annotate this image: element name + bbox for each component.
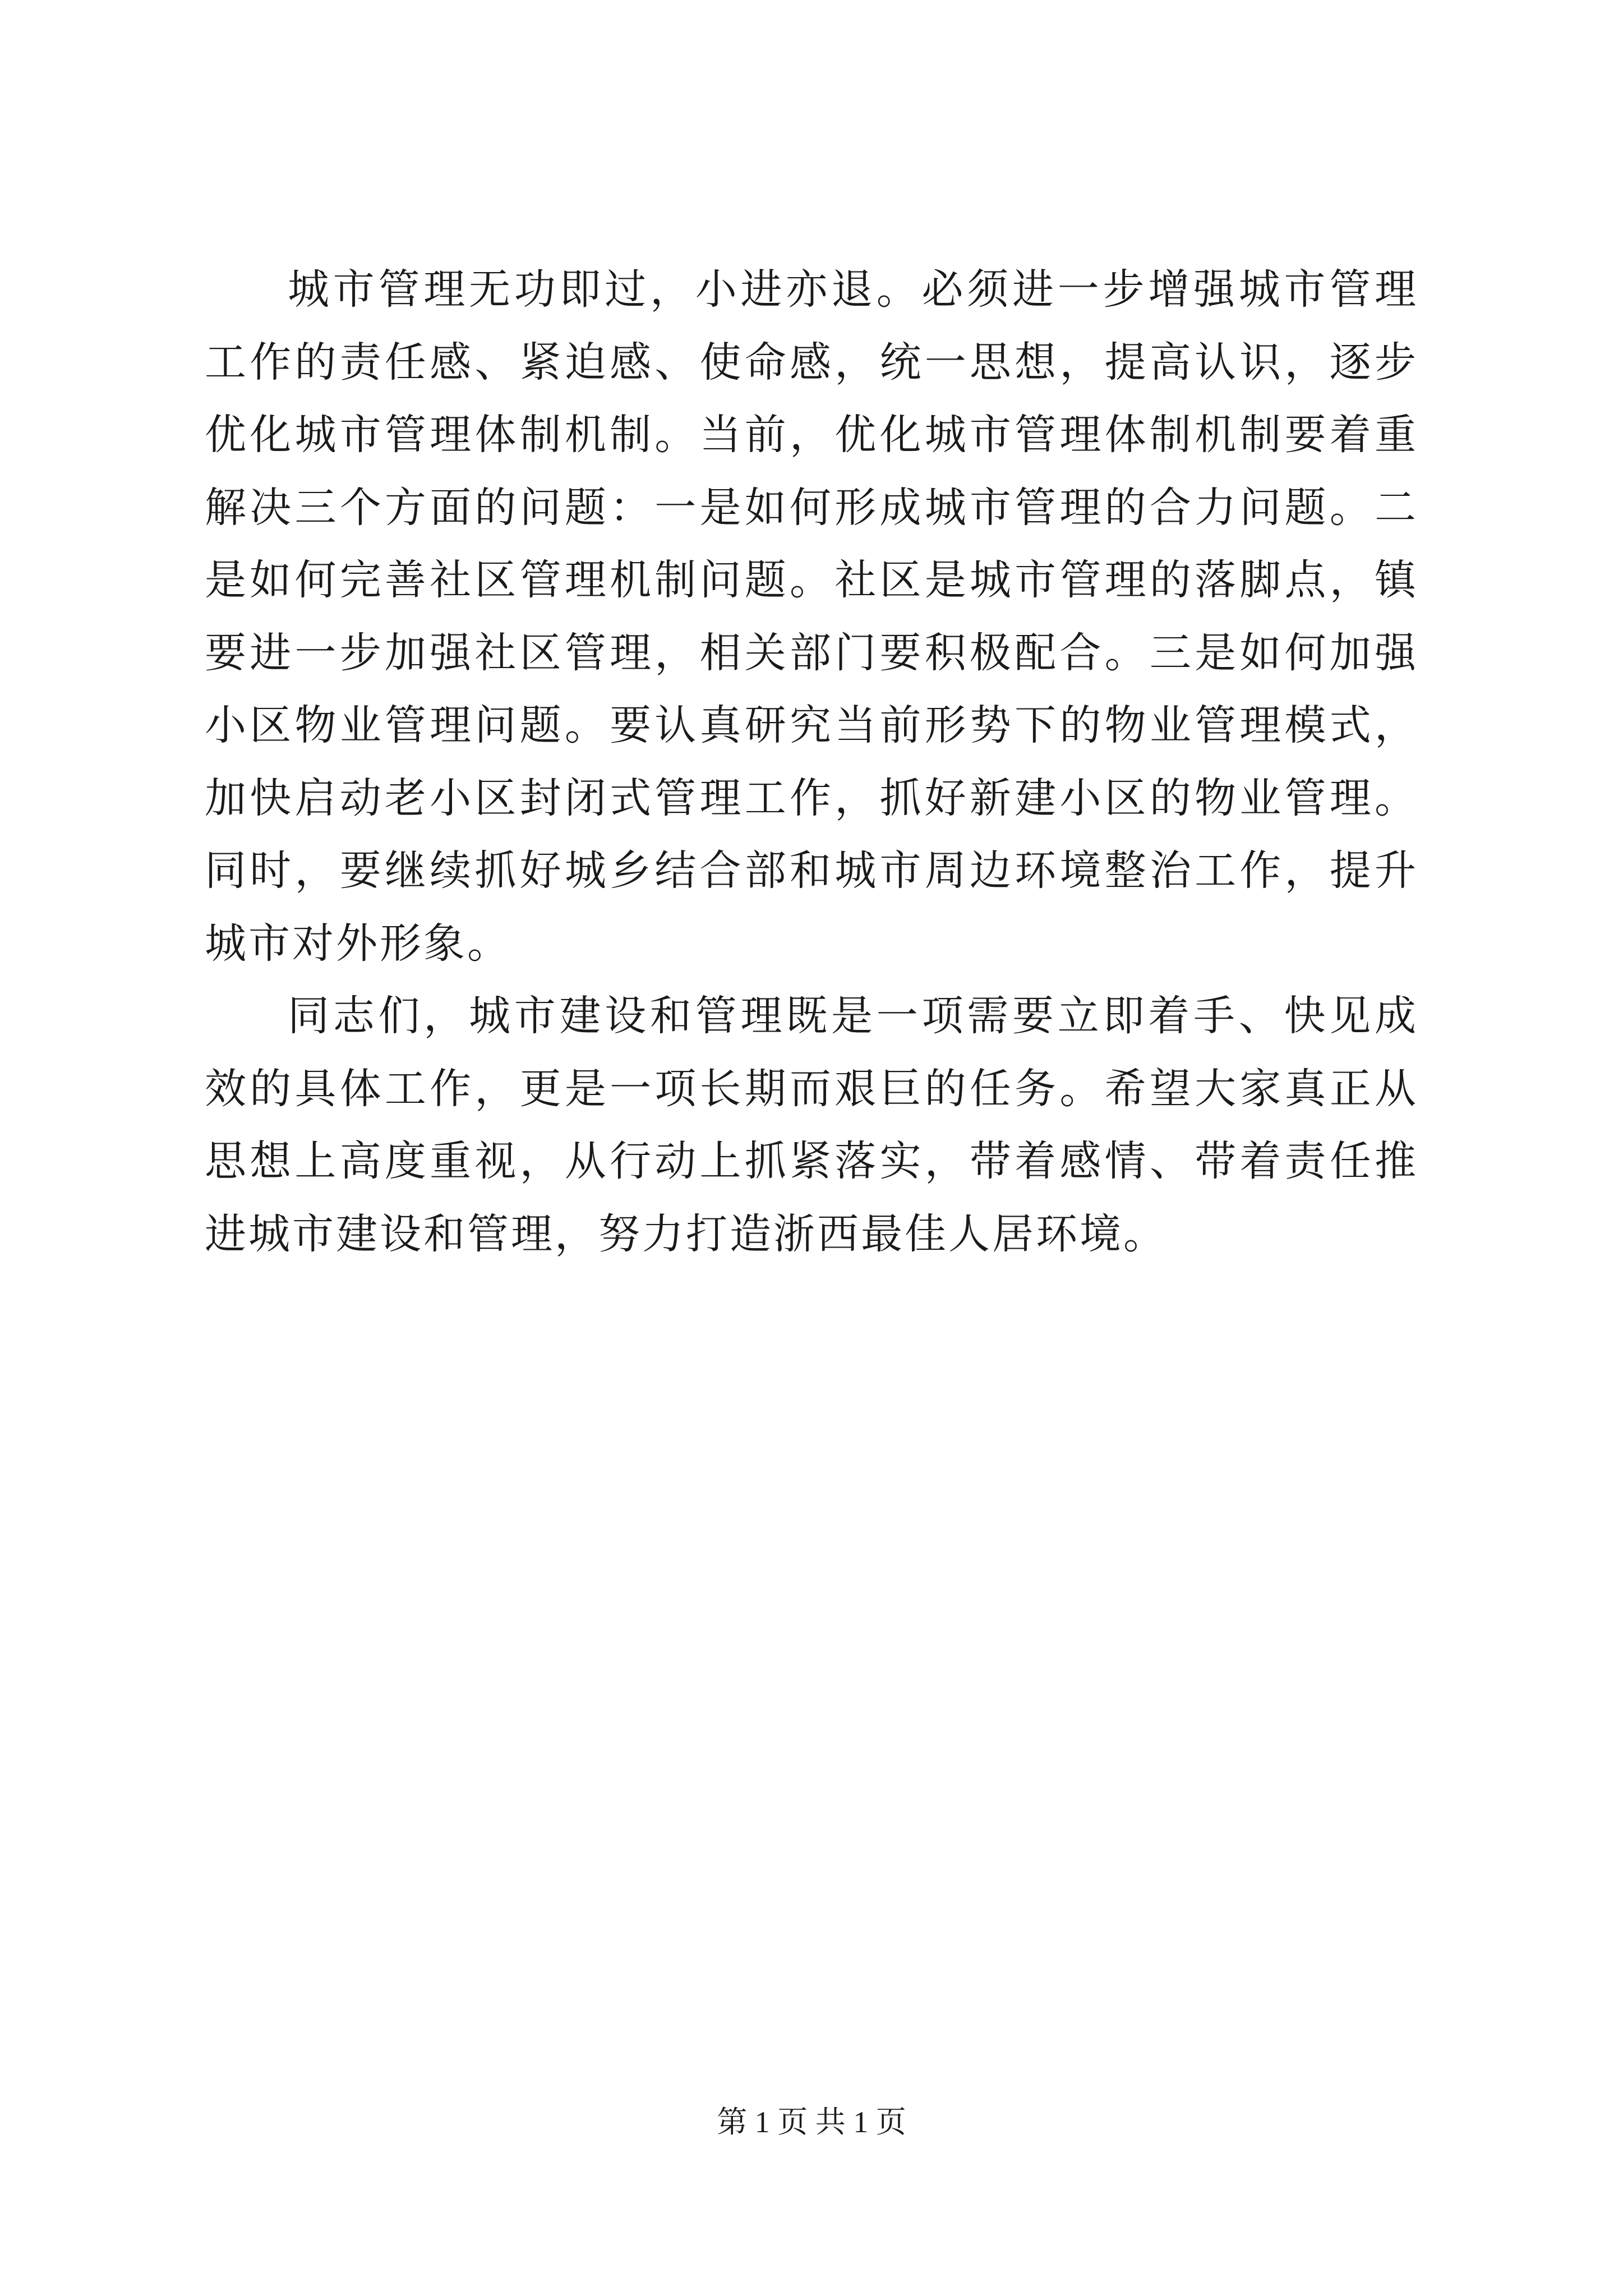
paragraph-city-management: 城市管理无功即过，小进亦退。必须进一步增强城市管理工作的责任感、紧迫感、使命感，统一思想，提高认识，逐步优化城市管理体制机制。当前，优化城市管理体制机制要着重解决三个方面的问题：一是如何形成城市管理的合力问题。二是如何完善社区管理机制问题。社区是城市管理的落脚点，镇要进一步加强社区管理，相关部门要积极配合。三是如何加强小区物业管理问题。要认真研究当前形势下的物业管理模式，加快启动老小区封闭式管理工作，抓好新建小区的物业管理。同时，要继续抓好城乡结合部和城市周边环境整治工作，提升城市对外形象。 xyxy=(205,265,1418,968)
paragraph-closing-remarks: 同志们，城市建设和管理既是一项需要立即着手、快见成效的具体工作，更是一项长期而艰巨的任务。希望大家真正从思想上高度重视，从行动上抓紧落实，带着感情、带着责任推进城市建设和管理，努力打造浙西最佳人居环境。 xyxy=(205,992,1418,1258)
page-footer: 第 1 页 共 1 页 xyxy=(717,2105,906,2139)
document-body xyxy=(205,254,1418,1271)
